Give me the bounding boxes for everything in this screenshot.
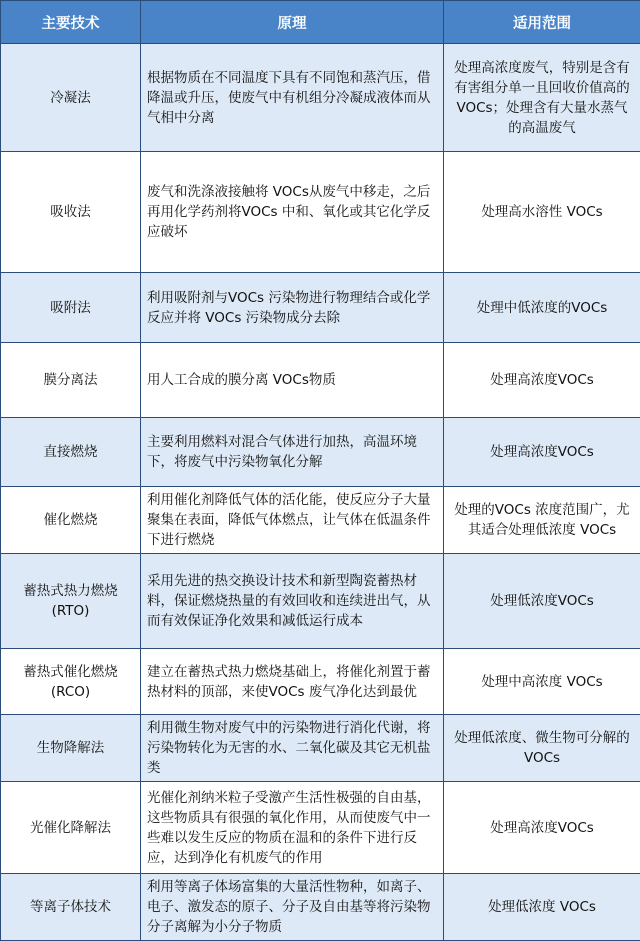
principle-cell: 利用吸附剂与VOCs 污染物进行物理结合或化学反应并将 VOCs 污染物成分去除 — [141, 273, 444, 343]
tech-cell: 吸收法 — [1, 152, 141, 273]
principle-cell: 利用等离子体场富集的大量活性物种，如离子、电子、激发态的原子、分子及自由基等将污染物分子离解为小分子物质 — [141, 874, 444, 941]
scope-cell: 处理低浓度VOCs — [444, 554, 640, 649]
tech-cell: 光催化降解法 — [1, 782, 141, 874]
tech-cell: 催化燃烧 — [1, 487, 141, 554]
scope-cell: 处理低浓度、微生物可分解的VOCs — [444, 715, 640, 782]
header-scope: 适用范围 — [444, 1, 640, 44]
tech-abbrev: (RTO) — [7, 601, 134, 621]
scope-cell: 处理高浓度VOCs — [444, 418, 640, 487]
table-row — [1, 343, 640, 418]
table-row — [1, 44, 640, 152]
header-principle: 原理 — [141, 1, 444, 44]
tech-name: 蓄热式热力燃烧 — [7, 581, 134, 601]
scope-cell: 处理中低浓度的VOCs — [444, 273, 640, 343]
tech-cell — [1, 649, 141, 715]
table-row — [1, 649, 640, 715]
principle-cell: 用人工合成的膜分离 VOCs物质 — [141, 343, 444, 418]
principle-cell: 采用先进的热交换设计技术和新型陶瓷蓄热材料，保证燃烧热量的有效回收和连续进出气，从而有效保证净化效果和减低运行成本 — [141, 554, 444, 649]
tech-abbrev: (RCO) — [7, 682, 134, 702]
scope-cell: 处理高浓度VOCs — [444, 343, 640, 418]
tech-name: 蓄热式催化燃烧 — [7, 662, 134, 682]
table-row — [1, 273, 640, 343]
principle-cell: 建立在蓄热式热力燃烧基础上，将催化剂置于蓄热材料的顶部，来使VOCs 废气净化达到最优 — [141, 649, 444, 715]
principle-cell: 废气和洗涤液接触将 VOCs从废气中移走，之后再用化学药剂将VOCs 中和、氧化或其它化学反应破坏 — [141, 152, 444, 273]
principle-cell: 光催化剂纳米粒子受激产生活性极强的自由基，这些物质具有很强的氧化作用，从而使废气中一些难以发生反应的物质在温和的条件下进行反应，达到净化有机废气的作用 — [141, 782, 444, 874]
principle-cell: 利用微生物对废气中的污染物进行消化代谢，将污染物转化为无害的水、二氧化碳及其它无机盐类 — [141, 715, 444, 782]
header-main-tech: 主要技术 — [1, 1, 141, 44]
principle-cell: 主要利用燃料对混合气体进行加热，高温环境下，将废气中污染物氧化分解 — [141, 418, 444, 487]
tech-cell: 冷凝法 — [1, 44, 141, 152]
scope-cell: 处理高浓度VOCs — [444, 782, 640, 874]
table-row — [1, 874, 640, 941]
principle-cell: 根据物质在不同温度下具有不同饱和蒸汽压，借降温或升压，使废气中有机组分冷凝成液体而从气相中分离 — [141, 44, 444, 152]
table-row — [1, 554, 640, 649]
principle-cell: 利用催化剂降低气体的活化能，使反应分子大量聚集在表面，降低气体燃点，让气体在低温条件下进行燃烧 — [141, 487, 444, 554]
tech-cell: 直接燃烧 — [1, 418, 141, 487]
table-row — [1, 782, 640, 874]
tech-cell — [1, 554, 141, 649]
scope-cell: 处理低浓度 VOCs — [444, 874, 640, 941]
scope-cell: 处理中高浓度 VOCs — [444, 649, 640, 715]
tech-cell: 等离子体技术 — [1, 874, 141, 941]
scope-cell: 处理高浓度废气，特别是含有有害组分单一且回收价值高的VOCs；处理含有大量水蒸气的高温废气 — [444, 44, 640, 152]
scope-cell: 处理的VOCs 浓度范围广，尤其适合处理低浓度 VOCs — [444, 487, 640, 554]
tech-cell: 生物降解法 — [1, 715, 141, 782]
table-row — [1, 418, 640, 487]
table-row — [1, 487, 640, 554]
tech-cell: 吸附法 — [1, 273, 141, 343]
tech-cell: 膜分离法 — [1, 343, 141, 418]
header-row — [1, 1, 640, 44]
table-row — [1, 715, 640, 782]
table-row — [1, 152, 640, 273]
scope-cell: 处理高水溶性 VOCs — [444, 152, 640, 273]
